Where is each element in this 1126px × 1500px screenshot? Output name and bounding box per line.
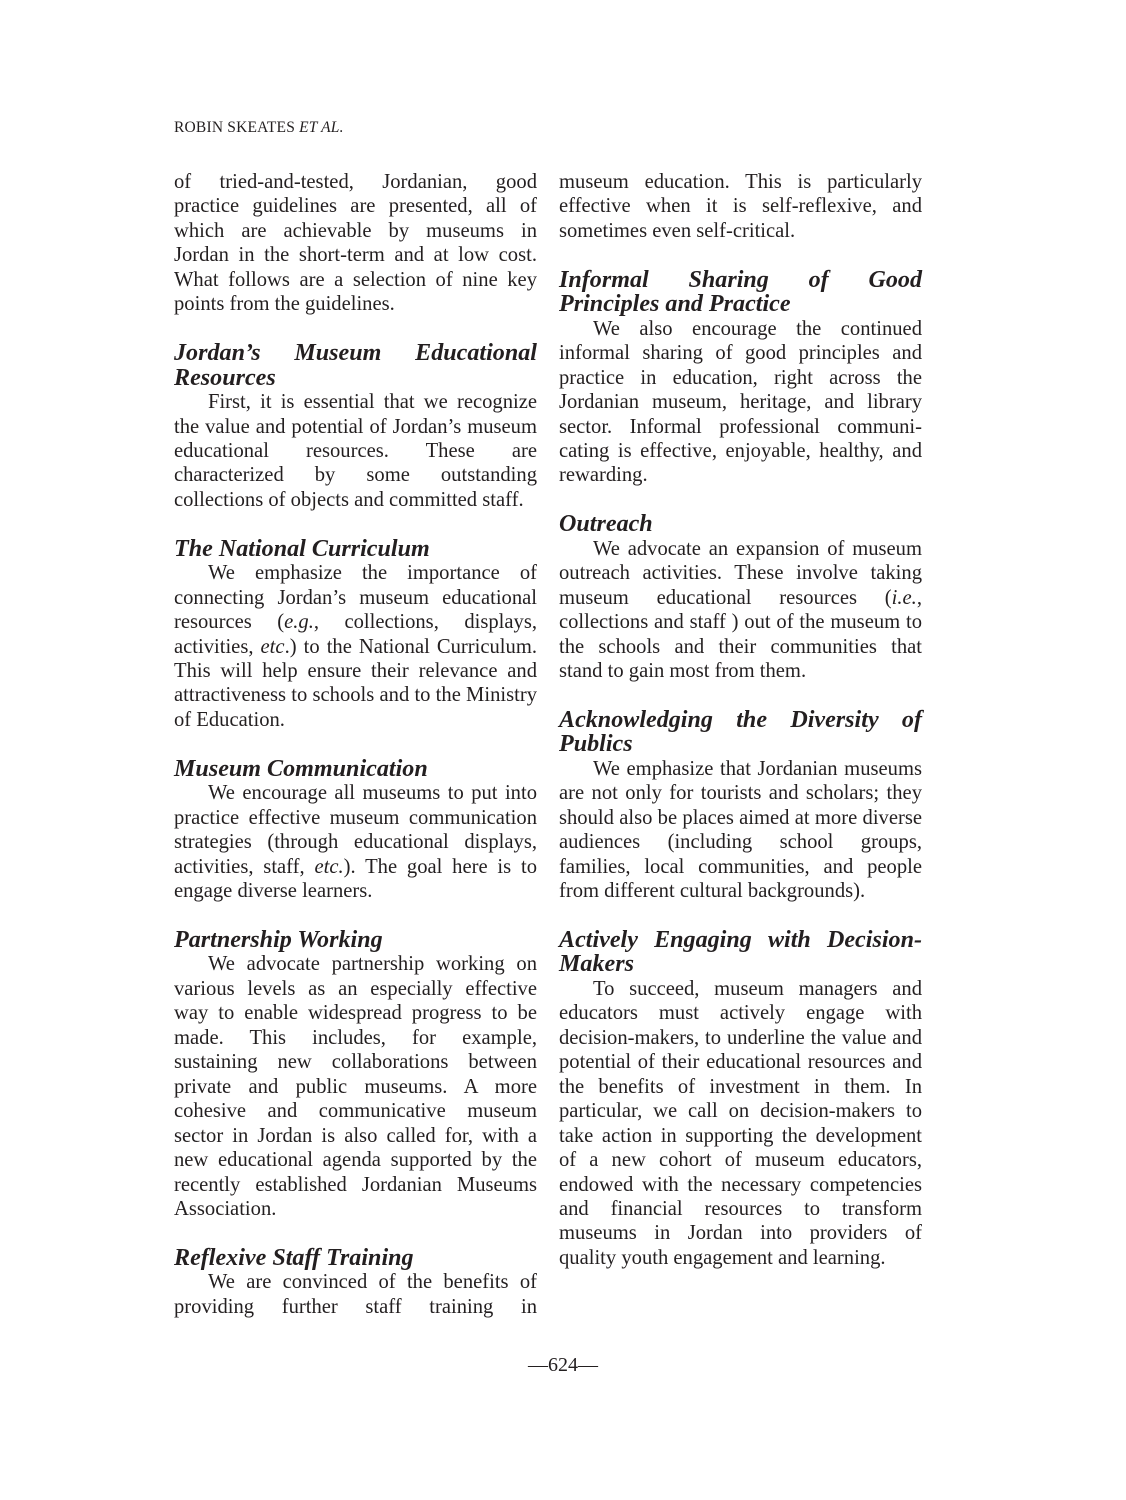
section-heading-outreach: Outreach — [559, 511, 653, 538]
section-body-national-curriculum — [174, 561, 537, 732]
section-heading-reflexive-staff-training: Reflexive Staff Training — [174, 1244, 414, 1271]
text-run: ). The goal here is to engage diverse learners. — [174, 855, 537, 903]
section-gap — [559, 904, 922, 928]
section-body-reflexive-staff-training: We are convinced of the benefits of providing further staff training in — [174, 1271, 537, 1318]
text-run: .) to the National Curriculum. This will help ensure their relevance and attractiveness to schools and to the Ministry of Education. — [174, 635, 537, 731]
section-heading-diversity-of-publics: Acknowledging the Diversity of Publics — [559, 706, 922, 758]
text-run: We advocate an expansion of museum outreach activities. These involve taking museum educational resources ( — [559, 537, 922, 609]
italic-run: e.g. — [284, 611, 314, 634]
section-gap — [174, 512, 537, 536]
running-head-etal: ET AL. — [299, 119, 344, 136]
section-heading-informal-sharing: Informal Sharing of Good Principles and Practice — [559, 266, 922, 318]
running-head — [174, 118, 344, 138]
section-gap — [174, 317, 537, 341]
text-run: , collections, displays, activities, — [174, 611, 537, 658]
section-heading-partnership-working: Partnership Working — [174, 926, 383, 953]
section-body-outreach — [559, 537, 922, 684]
intro-paragraph: of tried-and-tested, Jordanian, good practice guidelines are presented, all of which are achievable by museums in Jordan in the short-term and at low cost. What follows are a selection of nine key points from the guidelines. — [174, 171, 537, 316]
right-column — [559, 170, 922, 1270]
section-gap — [174, 732, 537, 756]
page-number: —624— — [528, 1354, 598, 1376]
section-gap — [559, 243, 922, 267]
running-head-author: ROBIN SKEATES — [174, 119, 300, 136]
section-gap — [559, 683, 922, 707]
italic-run: etc. — [314, 855, 344, 878]
section-gap — [174, 904, 537, 928]
section-body-partnership-working: We advocate partnership working on various levels as an especially effective way to enable widespread progress to be made. This includes, for example, sustaining new collaborations between private and public museums. A more cohesive and communicative museum sector in Jordan is also called for, with a new educational agenda supported by the recently established Jordanian Museums Association. — [174, 953, 537, 1220]
text-run: , collections and staff ) out of the museum to the schools and their communities that stand to gain most from them. — [559, 586, 922, 683]
text-run: We encourage all museums to put into practice effective museum communication strategies (through educational displays, activities, staff, — [174, 782, 537, 878]
section-heading-museum-communication: Museum Communication — [174, 755, 428, 782]
italic-run: etc — [260, 635, 285, 658]
section-heading-educational-resources: Jordan’s Museum Educational Resources — [174, 340, 537, 391]
left-column — [174, 170, 537, 1319]
section-body-diversity-of-publics: We emphasize that Jordanian museums are not only for tourists and scholars; they should also be places aimed at more diverse audiences (including school groups, families, local communities, and people from different cultural backgrounds). — [559, 757, 922, 903]
section-body-educational-resources: First, it is essential that we recognize the value and potential of Jordan’s museum educational resources. These are characterized by some outstanding collections of objects and committed staff. — [174, 391, 537, 511]
continuation-paragraph: museum education. This is particularly effective when it is self-reflexive, and sometimes even self-critical. — [559, 171, 922, 242]
text-run: We emphasize the importance of connecting Jordan’s museum educational resources ( — [174, 562, 537, 634]
italic-run: i.e. — [891, 586, 917, 609]
section-body-informal-sharing: We also encourage the continued informal sharing of good principles and practice in education, right across the Jordanian museum, heritage, and library sector. Informal professional communicating is effective, enjoyable, healthy, and rewarding. — [559, 317, 922, 487]
section-heading-national-curriculum: The National Curriculum — [174, 535, 430, 562]
section-gap — [174, 1221, 537, 1245]
section-body-decision-makers: To succeed, museum managers and educators must actively engage with decision-makers, to underline the value and potential of their educational resources and the benefits of investment in them. In particular, we call on decision-makers to take action in supporting the development of a new cohort of museum educators, endowed with the necessary competencies and financial resources to transform museums in Jordan into providers of quality youth engagement and learning. — [559, 977, 922, 1269]
section-gap — [559, 488, 922, 512]
section-heading-decision-makers: Actively Engaging with Decision-Makers — [559, 926, 922, 978]
section-body-museum-communication — [174, 781, 537, 903]
